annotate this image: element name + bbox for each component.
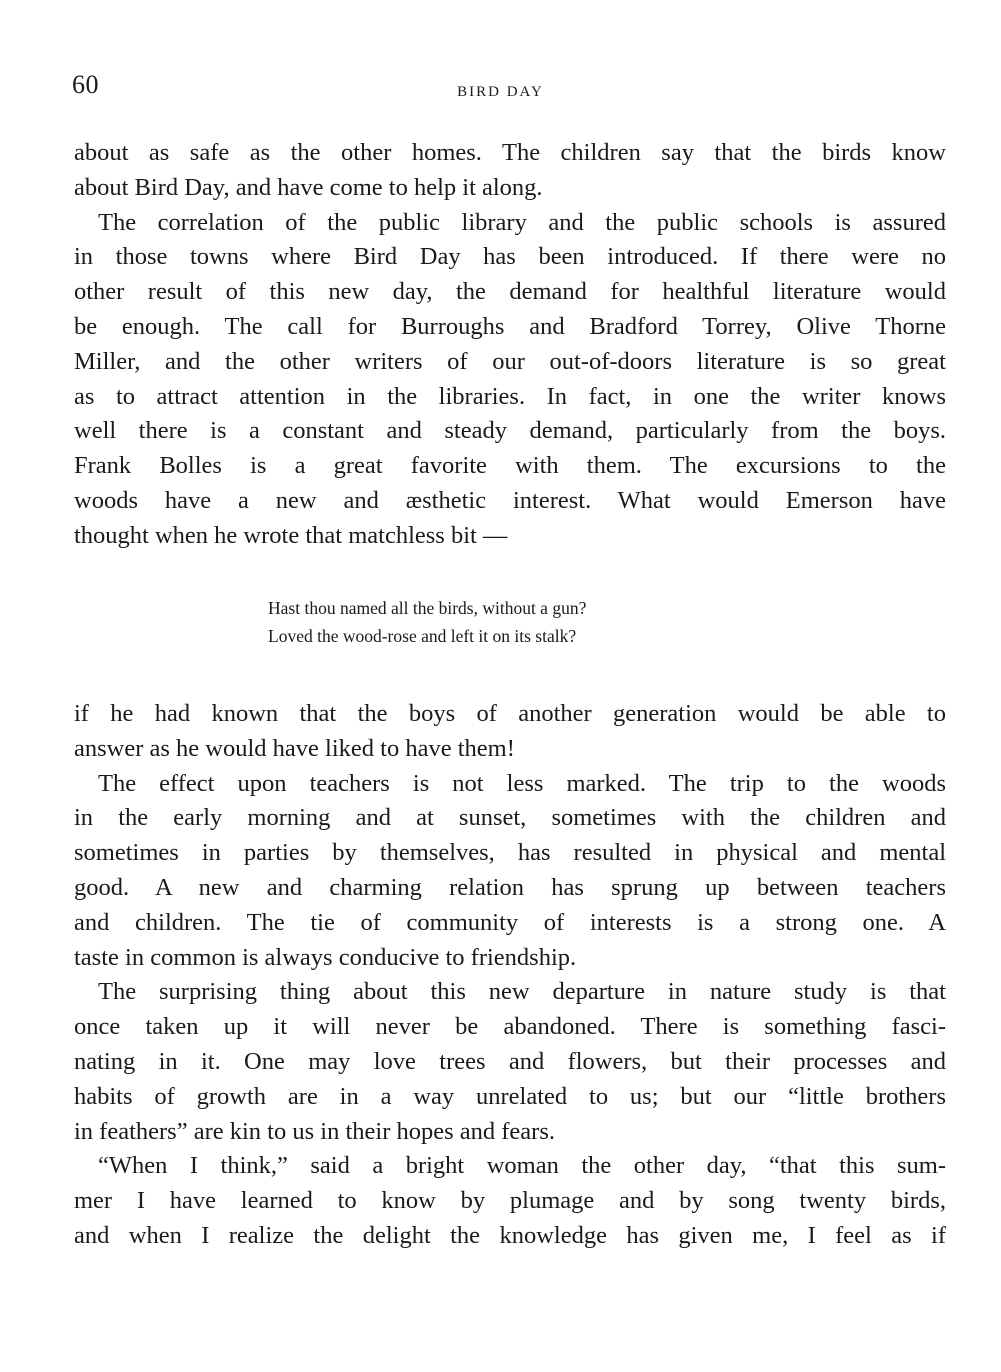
paragraph	[74, 136, 946, 206]
body-text-bottom	[74, 697, 946, 1254]
page-number: 60	[72, 70, 99, 99]
text-line: well there is a constant and steady demand, particularly from the boys.	[74, 417, 946, 445]
verse-line: Loved the wood-rose and left it on its stalk?	[268, 626, 577, 646]
text-line: once taken up it will never be abandoned. There is something fasci-	[74, 1013, 946, 1041]
text-line: Miller, and the other writers of our out-of-doors literature is so great	[74, 347, 946, 375]
paragraph	[74, 1149, 946, 1253]
text-line: answer as he would have liked to have them!	[74, 734, 515, 762]
text-line: in the early morning and at sunset, sometimes with the children and	[74, 804, 946, 832]
text-line: and children. The tie of community of interests is a strong one. A	[74, 908, 946, 936]
text-line: in those towns where Bird Day has been introduced. If there were no	[74, 243, 946, 271]
text-line: other result of this new day, the demand for healthful literature would	[74, 278, 946, 306]
text-line: about Bird Day, and have come to help it along.	[74, 173, 543, 201]
text-line: good. A new and charming relation has sprung up between teachers	[74, 873, 946, 901]
verse-line: Hast thou named all the birds, without a gun?	[268, 598, 587, 618]
text-line: mer I have learned to know by plumage and by song twenty birds,	[74, 1187, 946, 1215]
text-line: be enough. The call for Burroughs and Bradford Torrey, Olive Thorne	[74, 312, 946, 340]
paragraph	[74, 767, 946, 976]
text-line: The effect upon teachers is not less marked. The trip to the woods	[98, 769, 946, 797]
paragraph	[74, 975, 946, 1149]
text-line: if he had known that the boys of another generation would be able to	[74, 700, 946, 727]
verse-quotation	[268, 594, 586, 650]
text-line: habits of growth are in a way unrelated to us; but our “little brothers	[74, 1082, 946, 1110]
paragraph	[74, 206, 946, 554]
running-head: BIRD DAY	[457, 84, 544, 100]
text-line: Frank Bolles is a great favorite with them. The excursions to the	[74, 452, 946, 480]
body-text-top	[74, 136, 946, 554]
text-line: The correlation of the public library and the public schools is assured	[98, 208, 946, 236]
paragraph	[74, 697, 946, 767]
text-line: in feathers” are kin to us in their hopes and fears.	[74, 1117, 555, 1145]
text-line: sometimes in parties by themselves, has resulted in physical and mental	[74, 839, 946, 867]
text-line: woods have a new and æsthetic interest. What would Emerson have	[74, 486, 946, 514]
text-line: The surprising thing about this new departure in nature study is that	[98, 978, 946, 1006]
text-line: as to attract attention in the libraries. In fact, in one the writer knows	[74, 382, 946, 410]
text-line: and when I realize the delight the knowledge has given me, I feel as if	[74, 1221, 946, 1249]
text-line: about as safe as the other homes. The children say that the birds know	[74, 139, 946, 166]
text-line: “When I think,” said a bright woman the other day, “that this sum-	[98, 1152, 946, 1180]
text-line: thought when he wrote that matchless bit —	[74, 521, 508, 549]
text-line: taste in common is always conducive to friendship.	[74, 943, 577, 971]
text-line: nating in it. One may love trees and flowers, but their processes and	[74, 1047, 946, 1075]
